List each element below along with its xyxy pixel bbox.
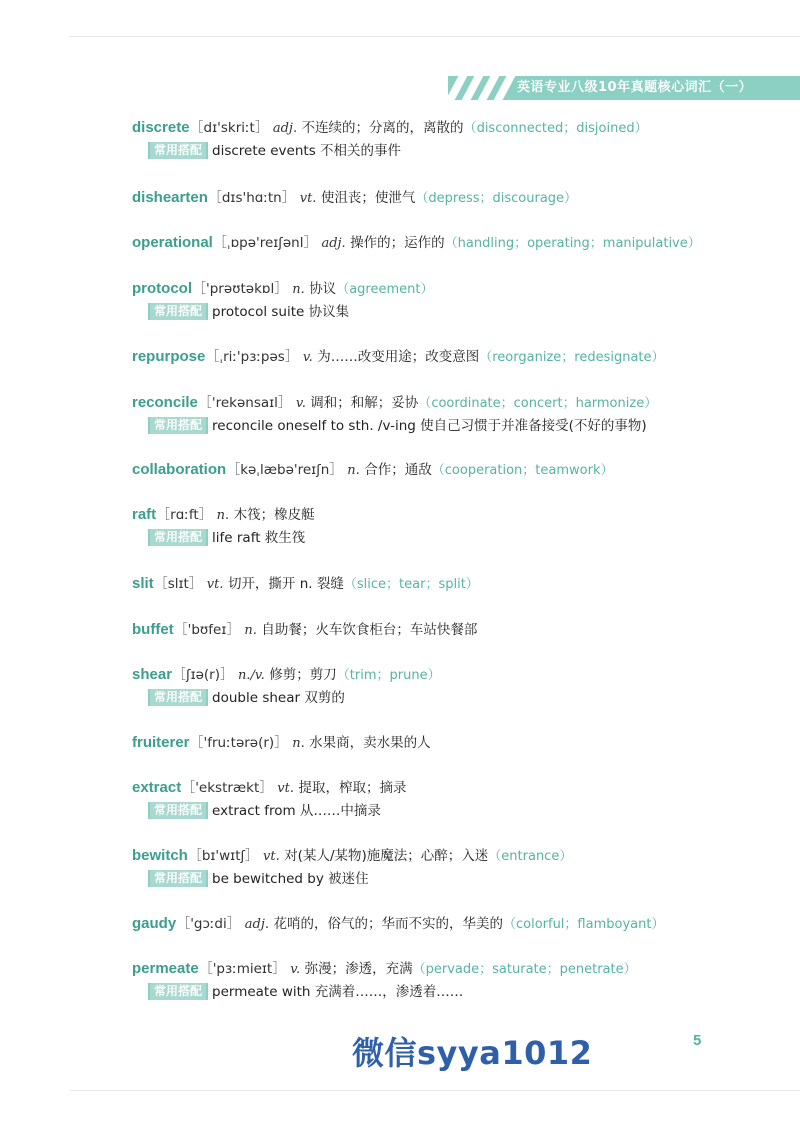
synonyms: depress；discourage (428, 191, 565, 206)
synonyms-group: （handling；operating；manipulative） (444, 236, 701, 251)
bracket-close: ］ (277, 395, 292, 411)
synonyms: handling；operating；manipulative (457, 236, 688, 251)
bracket-open: ［ (226, 462, 241, 478)
phonetic: 'pɜːmieɪt (212, 961, 273, 977)
bracket-open: ［ (205, 349, 220, 365)
synonyms-group: （coordinate；concert；harmonize） (418, 396, 658, 411)
bracket-open: ［ (172, 667, 187, 683)
entry-headline (132, 117, 782, 140)
vocab-entry (132, 346, 782, 369)
phonetic: dɪs'hɑːtn (221, 190, 282, 206)
headword: shear (132, 666, 173, 683)
collocation: life raft 救生筏 (212, 530, 306, 546)
bracket-open: ［ (156, 507, 171, 523)
phonetic: 'rekənsaɪl (211, 395, 278, 411)
entry-headline (132, 664, 782, 687)
entry-headline (132, 346, 782, 369)
collocation-tag: 常用搭配 (148, 983, 208, 1000)
bracket-close: ］ (274, 281, 289, 297)
vocab-entry (132, 459, 782, 482)
synonyms: reorganize；redesignate (492, 350, 652, 365)
bracket-open: ［ (176, 916, 191, 932)
part-of-speech: vt. (277, 781, 294, 796)
collocation-tag: 常用搭配 (148, 303, 208, 320)
synonyms-group: （colorful；flamboyant） (502, 917, 665, 932)
phonetic: bɪ'wɪtʃ (201, 848, 246, 864)
headword: permeate (132, 960, 199, 977)
bracket-close: ］ (226, 622, 241, 638)
vocab-entry (132, 232, 782, 255)
headword: repurpose (132, 348, 206, 365)
entry-headline (132, 777, 782, 800)
collocation-tag: 常用搭配 (148, 870, 208, 887)
phonetic: slɪt (167, 576, 189, 592)
collocation-line (148, 416, 782, 436)
part-of-speech: adj. (321, 236, 346, 251)
bracket-open: ［ (192, 281, 206, 297)
entry-headline (132, 504, 782, 527)
synonyms: trim；prune (349, 668, 428, 683)
bracket-close: ］ (274, 735, 289, 751)
collocation-line (148, 141, 782, 161)
phonetic: 'fruːtərə(r) (203, 735, 275, 751)
bracket-close: ］ (272, 961, 287, 977)
phonetic: kəˌlæbə'reɪʃn (240, 462, 330, 478)
synonyms-group: （pervade；saturate；penetrate） (412, 962, 637, 977)
bracket-open: ［ (181, 780, 196, 796)
part-of-speech: n./v. (237, 668, 265, 683)
collocation: reconcile oneself to sth. /v-ing 使自己习惯于并准备接受(不好的事物) (212, 418, 647, 434)
phonetic: 'gɔːdi (190, 916, 227, 932)
synonyms: slice；tear；split (356, 577, 466, 592)
part-of-speech: v. (302, 350, 313, 365)
vocab-entry (132, 913, 782, 936)
bracket-close: ］ (281, 190, 296, 206)
synonyms: cooperation；teamwork (444, 463, 601, 478)
bracket-close: ］ (219, 667, 234, 683)
bracket-close: ］ (254, 120, 269, 136)
definition: 为……改变用途；改变意图 (317, 349, 480, 365)
phonetic: 'bʊfeɪ (187, 622, 227, 638)
bracket-open: ［ (189, 735, 204, 751)
definition: 提取，榨取；摘录 (298, 780, 407, 796)
headword: bewitch (132, 847, 188, 864)
bracket-open: ［ (153, 576, 168, 592)
synonyms: agreement (349, 282, 421, 297)
definition: 自助餐；火车饮食柜台；车站快餐部 (261, 622, 478, 638)
entry-headline (132, 232, 782, 255)
definition: 水果商，卖水果的人 (309, 735, 431, 751)
collocation-tag: 常用搭配 (148, 689, 208, 706)
bracket-open: ［ (212, 235, 227, 251)
bottom-divider (70, 1090, 800, 1091)
part-of-speech: vt. (299, 191, 317, 206)
definition: 协议 (309, 281, 337, 297)
phonetic: 'prəʊtəkɒl (206, 281, 275, 297)
synonyms-group: （entrance） (488, 849, 573, 864)
headword: buffet (132, 621, 174, 638)
part-of-speech: n. (292, 736, 305, 751)
headword: slit (132, 575, 154, 592)
synonyms: colorful；flamboyant (515, 917, 652, 932)
bracket-open: ［ (197, 395, 212, 411)
vocab-entry (132, 777, 782, 821)
phonetic: ˌriː'pɜːpəs (219, 349, 285, 365)
synonyms-group: （trim；prune） (336, 668, 441, 683)
synonyms: pervade；saturate；penetrate (425, 962, 624, 977)
bracket-open: ［ (207, 190, 222, 206)
bracket-open: ［ (173, 622, 188, 638)
definition: 对(某人/某物)施魔法；心醉；入迷 (284, 848, 489, 864)
bracket-close: ］ (226, 916, 241, 932)
collocation: discrete events 不相关的事件 (212, 143, 402, 159)
definition: 切开，撕开 n. 裂缝 (227, 576, 344, 592)
headword: operational (132, 234, 213, 251)
definition: 弥漫；渗透，充满 (304, 961, 413, 977)
collocation-line (148, 528, 782, 548)
entry-headline (132, 459, 782, 482)
running-header-title: 英语专业八级10年真题核心词汇（一） (517, 80, 753, 95)
headword: extract (132, 779, 182, 796)
bracket-close: ］ (188, 576, 203, 592)
bracket-close: ］ (198, 507, 213, 523)
collocation-tag: 常用搭配 (148, 417, 208, 434)
vocab-entry (132, 664, 782, 708)
vocab-entry (132, 392, 782, 436)
headword: protocol (132, 280, 192, 297)
entry-headline (132, 187, 782, 210)
phonetic: ʃɪə(r) (186, 667, 220, 683)
entry-headline (132, 958, 782, 981)
collocation-tag: 常用搭配 (148, 802, 208, 819)
headword: gaudy (132, 915, 177, 932)
part-of-speech: n. (347, 463, 360, 478)
collocation-tag: 常用搭配 (148, 529, 208, 546)
definition: 使沮丧；使泄气 (320, 190, 416, 206)
bracket-close: ］ (245, 848, 260, 864)
entry-headline (132, 732, 782, 755)
bracket-close: ］ (284, 349, 299, 365)
synonyms: entrance (501, 849, 560, 864)
part-of-speech: n. (216, 508, 230, 523)
entry-headline (132, 573, 782, 596)
collocation-line (148, 801, 782, 821)
vocab-entry (132, 504, 782, 548)
phonetic: ˌɒpə'reɪʃənl (226, 235, 304, 251)
synonyms-group: （agreement） (336, 282, 434, 297)
phonetic: rɑːft (170, 507, 199, 523)
vocab-entry (132, 619, 782, 642)
headword: reconcile (132, 394, 198, 411)
bracket-close: ］ (259, 780, 274, 796)
definition: 花哨的，俗气的；华而不实的，华美的 (273, 916, 503, 932)
part-of-speech: v. (290, 962, 301, 977)
collocation-line (148, 869, 782, 889)
headword: fruiterer (132, 734, 190, 751)
bracket-close: ］ (303, 235, 318, 251)
definition: 修剪；剪刀 (269, 667, 337, 683)
entry-headline (132, 913, 782, 936)
synonyms-group: （cooperation；teamwork） (431, 463, 614, 478)
vocab-entry (132, 278, 782, 322)
collocation: extract from 从……中摘录 (212, 803, 381, 819)
headword: discrete (132, 119, 190, 136)
part-of-speech: v. (295, 396, 306, 411)
part-of-speech: vt. (206, 577, 224, 592)
collocation: be bewitched by 被迷住 (212, 871, 369, 887)
entry-headline (132, 845, 782, 868)
phonetic: dɪ'skriːt (203, 120, 255, 136)
collocation: double shear 双剪的 (212, 690, 345, 706)
headword: collaboration (132, 461, 227, 478)
page-number: 5 (693, 1032, 702, 1049)
synonyms: coordinate；concert；harmonize (431, 396, 645, 411)
definition: 木筏；橡皮艇 (233, 507, 315, 523)
definition: 调和；和解；妥协 (310, 395, 419, 411)
vocab-entry (132, 187, 782, 210)
headword: dishearten (132, 189, 208, 206)
collocation-line (148, 982, 782, 1002)
bracket-open: ［ (198, 961, 213, 977)
collocation: protocol suite 协议集 (212, 304, 350, 320)
bracket-close: ］ (329, 462, 344, 478)
vocab-entry (132, 117, 782, 161)
phonetic: 'ekstrækt (195, 780, 260, 796)
synonyms: disconnected；disjoined (476, 121, 635, 136)
synonyms-group: （disconnected；disjoined） (463, 121, 648, 136)
collocation: permeate with 充满着……，渗透着…… (212, 984, 464, 1000)
part-of-speech: n. (292, 282, 305, 297)
headword: raft (132, 506, 157, 523)
collocation-tag: 常用搭配 (148, 142, 208, 159)
collocation-line (148, 302, 782, 322)
part-of-speech: vt. (263, 849, 280, 864)
bracket-open: ［ (189, 120, 204, 136)
entry-headline (132, 278, 782, 301)
entry-headline (132, 392, 782, 415)
vocab-entry (132, 845, 782, 889)
definition: 操作的；运作的 (350, 235, 445, 251)
synonyms-group: （depress；discourage） (415, 191, 578, 206)
vocab-entry (132, 573, 782, 596)
collocation-line (148, 688, 782, 708)
part-of-speech: adj. (272, 121, 298, 136)
synonyms-group: （reorganize；redesignate） (479, 350, 665, 365)
entry-headline (132, 619, 782, 642)
part-of-speech: n. (244, 623, 257, 638)
synonyms-group: （slice；tear；split） (343, 577, 479, 592)
definition: 合作；通敌 (364, 462, 432, 478)
bracket-open: ［ (187, 848, 202, 864)
watermark-text: 微信syya1012 (352, 1034, 593, 1072)
definition: 不连续的；分离的，离散的 (301, 120, 464, 136)
vocab-entry (132, 732, 782, 755)
vocab-entry (132, 958, 782, 1002)
part-of-speech: adj. (244, 917, 270, 932)
